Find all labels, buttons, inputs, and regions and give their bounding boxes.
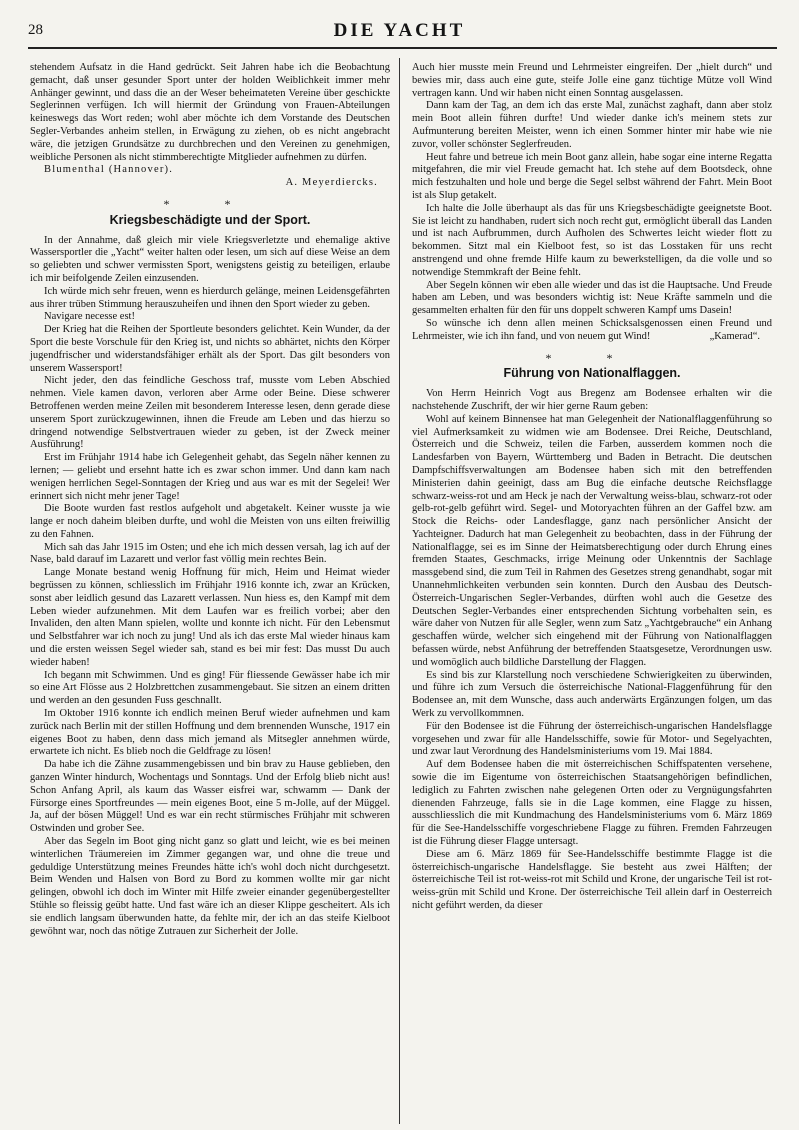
column-divider: [399, 58, 400, 1124]
article-paragraph: Mich sah das Jahr 1915 im Osten; und ehe ich mich dessen versah, lag ich auf der Nase, bald darauf im Lazarett und verlor fast völlig mein rechtes Bein.: [30, 541, 390, 566]
article-paragraph: Die Boote wurden fast restlos aufgeholt und abgetakelt. Keiner wusste ja wie lange er noch daheim bleiben durfte, und wohl die Meisten von uns eilten freiwillig zu den Fahnen.: [30, 503, 390, 540]
article-paragraph: Im Oktober 1916 konnte ich endlich meinen Beruf wieder aufnehmen und kam zurück nach Berlin mit der stillen Hoffnung und dem brennenden Wunsche, 1917 ein eigenes Boot zu haben, denn dass mich jemand als Mitsegler annehmen würde, erwartete ich nicht. Es blieb noch die Geldfrage zu lösen!: [30, 708, 390, 758]
article-heading: Führung von Nationalflaggen.: [503, 366, 681, 381]
article-paragraph: So wünsche ich denn allen meinen Schicksalsgenossen einen Freund und Lehrmeister, wie ich ihn fand, und von neuem gut Wind!: [412, 317, 772, 342]
article-paragraph: Nicht jeder, den das feindliche Geschoss traf, musste vom Leben Abschied nehmen. Viele kamen davon, verloren aber Arme oder Beine. Diese schwerer Betroffenen werden meine Zeilen mit besonderem Interesse lesen, denn gerade diese unserem Sport zurückzugewinnen, ihnen die Freude am Leben und das hierzu so dringend notwendige Selbstvertrauen wieder zu geben, ist der Zweck meiner Ausführung!: [30, 375, 390, 451]
article-paragraph: Ich würde mich sehr freuen, wenn es hierdurch gelänge, meinen Leidensgefährten aus ihrer trüben Stimmung herauszuheifen und ihnen den Sport wieder zu geben.: [30, 285, 390, 310]
magazine-title: DIE YACHT: [333, 20, 466, 41]
article-paragraph: Lange Monate bestand wenig Hoffnung für mich, Heim und Heimat wieder begrüssen zu können, schliesslich im Frühjahr 1916 konnte ich, zwar an Krücken, sonst aber leidlich gesund das Lazarett verlassen. Nun hiess es, den Kampf mit dem Leben wieder aufzunehmen. Mit dem Laufen war es freilich vorbei; aber den Invaliden, den alten Mann spielen, wollte und konnte ich nicht. Für den Lebensmut und Selbstfahrer war ich noch zu jung! Und als ich das erste Mal wieder hinaus kam und die ersten weissen Segel wieder sah, stand es bei mir fest: Das musst Du auch wieder haben!: [30, 567, 390, 668]
article-paragraph: Ich begann mit Schwimmen. Und es ging! Für fliessende Gewässer habe ich mir so eine Art Flösse aus 2 Holzbrettchen zusammengebaut. Sie sitzen an einem dritten und werden an den gesunden Fuss geschnallt.: [30, 669, 390, 707]
article-signature: „Kamerad“.: [709, 330, 760, 342]
article-paragraph: In der Annahme, daß gleich mir viele Kriegsverletzte und ehemalige aktive Wassersportler die „Yacht“ weiter halten oder lesen, um sich auf diese Weise an dem so geliebten und schwer vermissten Sport, wenigstens geistig zu beteiligen, erlaube ich mir beifolgende Zeilen einzusenden.: [30, 234, 390, 284]
section-stars: * *: [163, 196, 257, 211]
signature-city: Blumenthal (Hannover).: [44, 164, 174, 176]
article-paragraph: Diese am 6. März 1869 für See-Handelsschiffe bestimmte Flagge ist die österreichisch-ungarische Handelsflagge. Sie besteht aus zwei Hälften; der österreichische Teil ist rot-weiss-rot mit Schild und Krone, der ungarische Teil ist rot-weiss-grün mit Schild und Krone. Der österreichische Teil allein darf in Oesterreich nicht geführt werden, da dieser: [412, 848, 772, 911]
article-paragraph: Erst im Frühjahr 1914 habe ich Gelegenheit gehabt, das Segeln näher kennen zu lernen; — geliebt und ersehnt hatte ich es zwar schon immer. Und dann kam nach wenigen herrlichen Segel-Sonntagen der Krieg und aus war es mit der Segelei! Wer erinnert sich nicht mehr jener Tage!: [30, 452, 390, 502]
letter-paragraph: stehendem Aufsatz in die Hand gedrückt. Seit Jahren habe ich die Beobachtung gemacht, daß unser gesunder Sport unter der holden Weiblichkeit immer mehr Anhänger gewinnt, und dass die an der Weser beheimateten Vereine über geschickte Seglerinnen verfügen. Ich will hiermit der Gründung von Frauen-Abteilungen keineswegs das Wort reden; wohl aber möchte ich dem Vorstande des Deutschen Segler-Verbandes anheim stellen, in Erwägung zu ziehen, ob es nicht angebracht wäre, die jetzigen Grundsätze zu durchbrechen und den Vereinen zu genehmigen, weibliche Personen als nicht stimmberechtigte Mitglieder aufnehmen zu dürfen.: [30, 62, 390, 163]
signature-name: A. Meyerdiercks.: [285, 177, 378, 189]
article-heading: Kriegsbeschädigte und der Sport.: [109, 212, 311, 227]
article-paragraph: Navigare necesse est!: [44, 311, 135, 323]
article-paragraph: Auf dem Bodensee haben die mit österreichischen Schiffspatenten versehene, sowie die im Eigentume von österreichischen Staatsangehörigen befindlichen, lediglich zu Fahrten zwischen nahe gelegenen Orten oder zu Vergnügungsfahrten dienenden Fahrzeuge, falls sie in die Lage kommen, eine Flagge zu hissen, ausschliesslich die mit Kundmachung des Handelsministeriums vom 6. März 1869 für die See-Handelsschiffe vorgeschriebene Flagge zu führen. Fremden Fahrzeugen ist die Führung dieser Flagge untersagt.: [412, 759, 772, 848]
right-column: [412, 62, 772, 913]
article-paragraph: Aber Segeln können wir eben alle wieder und das ist die Hauptsache. Und Freude haben am Leben, und was besonders wichtig ist: Neue Kräfte sammeln und die gesammelten erhalten für den für uns doppelt schweren Kampf ums Dasein!: [412, 279, 772, 317]
article-paragraph: Auch hier musste mein Freund und Lehrmeister eingreifen. Der „hielt durch“ und bewies mir, dass auch eine gute, steife Jolle eine ganz tüchtige Mütze voll Wind vertragen kann. Und wir haben nicht einen Sonntag ausgelassen.: [412, 62, 772, 99]
article-paragraph: Für den Bodensee ist die Führung der österreichisch-ungarischen Handelsflagge vorgesehen und zwar für alle Handelsschiffe, sowie für Motor- und Segelyachten, und zwar laut Verordnung des Handelsministeriums vom 19. Mai 1884.: [412, 720, 772, 758]
article-paragraph: Es sind bis zur Klarstellung noch verschiedene Schwierigkeiten zu überwinden, und führe ich zum Versuch die österreichische National-Flaggenführung für den Bodensee an, mit dem Wunsche, dass auch anderwärts Ergänzungen folgen, um das Werk zu vervollkommnen.: [412, 669, 772, 720]
section-stars: * *: [545, 350, 639, 365]
article-paragraph: Ich halte die Jolle überhaupt als das für uns Kriegsbeschädigte geeignetste Boot. Sie ist leicht zu handhaben, rudert sich noch recht gut, ermöglicht überall das Landen und ist nach Aufbrummen, durch Aufholen des Schwertes leicht wieder flott zu bekommen. Sitzt mal ein Kielboot fest, so ist das Losstaken für uns recht anstrengend und ohne fremde Hilfe kaum zu bewerkstelligen, da die volle und so notwendige Stemmkraft der Beine fehlt.: [412, 202, 772, 278]
page-number: 28: [28, 22, 43, 38]
article-paragraph: Der Krieg hat die Reihen der Sportleute besonders gelichtet. Kein Wunder, da der Sport die beste Vorschule für den Krieg ist, und nichts so abhärtet, nichts den Körper jugendfrischer und widerstandsfähiger erhält als der Sport. Das gilt besonders von unserem Wassersport!: [30, 324, 390, 374]
left-column: [30, 62, 390, 938]
article-paragraph: Aber das Segeln im Boot ging nicht ganz so glatt und leicht, wie es bei meinen winterlichen Träumereien im Zimmer gegangen war, und ohne die treue und geduldige Unterstützung meines Freundes hätte ich's wohl doch nicht durchgesetzt. Beim Wenden und Halsen von Bord zu Bord zu kommen wollte mir gar nicht gelingen, obwohl ich doch im Winter mit Hilfe zweier einander gegenübergestellter Stühle so fleissig geübt hatte. Und fast wäre ich an dieser Klippe gescheitert. Als ich sie endlich langsam überwunden hatte, da fehlte mir, der ich an das steife Kielboot gewöhnt war, noch das nötige Zutrauen zur Sicherheit der Jolle.: [30, 836, 390, 937]
article-paragraph: Von Herrn Heinrich Vogt aus Bregenz am Bodensee erhalten wir die nachstehende Zuschrift, der wir hier gerne Raum geben:: [412, 388, 772, 412]
article-paragraph: Heut fahre und betreue ich mein Boot ganz allein, habe sogar eine interne Regatta mitgefahren, die mir viel Freude gemacht hat. Ich stehe auf dem Bootsdeck, ohne mich festzuhalten und hole und berge die Segel selbst während der Fahrt. Mein Boot ist als Slup getakelt.: [412, 151, 772, 201]
article-paragraph: Da habe ich die Zähne zusammengebissen und bin brav zu Hause geblieben, den ganzen Winter hindurch, Wochentags und Sonntags. Und der Erfolg blieb nicht aus! Schon Anfang April, als kaum das Wasser eisfrei war, schwamm — Dank der Fürsorge eines Sportfreundes — mein eigenes Boot, eine 5 m-Jolle, auf der Müggel. Ja, auf der bösen Müggel! Und es war ein recht stürmisches Frühjahr mit schweren Ostwinden und grober See.: [30, 759, 390, 835]
article-paragraph: Dann kam der Tag, an dem ich das erste Mal, zunächst zaghaft, dann aber stolz mein Boot allein führen durfte! Und wieder danke ich's meinem stets zur Aufmunterung bereiten Meister, wenn ich einen Sommer hinter mir habe wie nie zuvor, voller schönster Seglerfreuden.: [412, 100, 772, 150]
article-paragraph: Wohl auf keinem Binnensee hat man Gelegenheit der Nationalflaggenführung so viel Aufmerksamkeit zu widmen wie am Bodensee. Drei Reiche, Deutschland, Österreich und die Schweiz, teilen die Farben, ausserdem kommen noch die Landesfarben von Bayern, Württemberg und Baden in Betracht. Die deutschen Dampfschiffsverwaltungen am Bodensee haben sich mit den betreffenden Ministerien dahin geeinigt, dass am Bug die einfache deutsche Reichsflagge schwarz-weiss-rot und am Heck je nach der Verwaltung weiss-blau, schwarz-rot oder gelb-rot-gelb geführt wird. Segel- und Motoryachten führen an der Gaffel bzw. am Stock die Reichs- oder Landesflagge, ganz nach persönlicher Ansicht der Yachteigner. Dadurch hat man Gelegenheit zu beobachten, dass in der Führung der Nationalflagge, sei es im Sinne der Heimatsberechtigung oder durch Ehrung eines fremden Staates, Geschmacks, irrige Meinung oder Unkenntnis der Sachlage massgebend sind, die zum Teil in Rahmen des Gesetzes streng genandhabt, sogar mit Unannehmlichkeiten verbunden sein konnten. Durch den Ausbau des Deutsch-Österreich-Ungarischen Segler-Verbandes, dürften wohl auch die Gesetze des Deutschen Segler-Verbandes einer entsprechenden Sichtung vorbehalten sein, es wäre daher von Nutzen für alle Segler, wenn zum Satz „Yachtgebrauche“ ein Anhang geschaffen würde, welcher sich eingehend mit der Führung von Nationalflaggen befassen würde, nebst Anführung der betreffenden Staatsgesetze, Verordnungen usw. und womöglich auch bildliche Darstellung der Flaggen.: [412, 413, 772, 668]
header-rule: [28, 47, 777, 49]
